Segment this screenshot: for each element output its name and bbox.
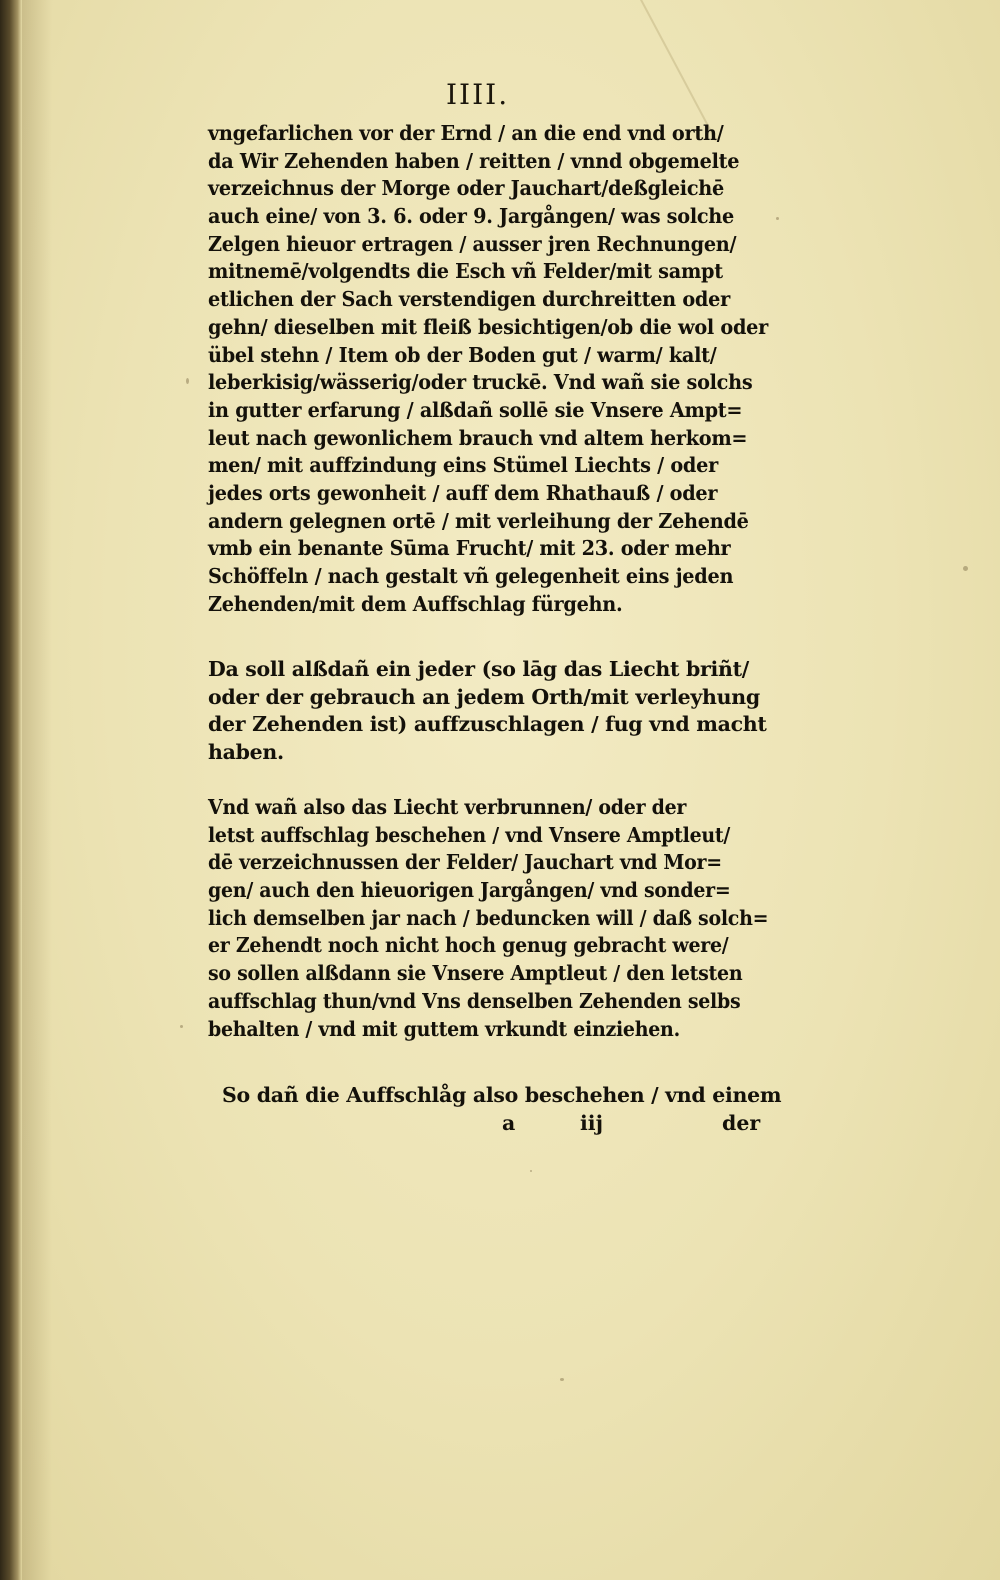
paper-speck bbox=[186, 378, 189, 384]
text-line: men/ mit auffzindung eins Stümel Liechts / oder bbox=[208, 453, 718, 478]
signature-numeral: iij bbox=[580, 1111, 603, 1135]
text-line: Zehenden/mit dem Auffschlag fürgehn. bbox=[208, 591, 623, 616]
paragraph-3 bbox=[208, 794, 813, 1043]
text-line: oder der gebrauch an jedem Orth/mit verleyhung bbox=[208, 684, 760, 709]
text-line: verzeichnus der Morge oder Jauchart/deßgleichē bbox=[208, 176, 725, 201]
text-line: er Zehendt noch nicht hoch genug gebracht were/ bbox=[208, 933, 729, 958]
text-line: lich demselben jar nach / beduncken will / daß solch= bbox=[208, 905, 769, 930]
text-line: Da soll alßdañ ein jeder (so lāg das Liecht briñt/ bbox=[208, 657, 749, 681]
paper-speck bbox=[180, 1025, 183, 1028]
folio-number: IIII. bbox=[446, 78, 510, 111]
binding-shadow bbox=[22, 0, 52, 1580]
paragraph-1 bbox=[208, 120, 804, 618]
text-line: Zelgen hieuor ertragen / ausser jren Rechnungen/ bbox=[208, 231, 737, 256]
paper-speck bbox=[530, 1170, 532, 1172]
text-line: mitnemē/volgendts die Esch vñ Felder/mit sampt bbox=[208, 259, 723, 284]
text-line: leberkisig/wässerig/oder truckē. Vnd wañ sie solchs bbox=[208, 370, 753, 395]
text-line: vmb ein benante Sūma Frucht/ mit 23. oder mehr bbox=[208, 536, 731, 561]
text-line: gehn/ dieselben mit fleiß besichtigen/ob die wol oder bbox=[208, 314, 769, 339]
text-line: so sollen alßdann sie Vnsere Amptleut / den letsten bbox=[208, 961, 743, 986]
text-line: leut nach gewonlichem brauch vnd altem herkom= bbox=[208, 425, 748, 450]
text-line: auffschlag thun/vnd Vns denselben Zehenden selbs bbox=[208, 988, 741, 1013]
text-line: vngefarlichen vor der Ernd / an die end vnd orth/ bbox=[208, 121, 724, 145]
text-line: Schöffeln / nach gestalt vñ gelegenheit eins jeden bbox=[208, 564, 734, 588]
text-line: da Wir Zehenden haben / reitten / vnnd obgemelte bbox=[208, 148, 740, 173]
text-line: gen/ auch den hieuorigen Jargången/ vnd sonder= bbox=[208, 878, 731, 903]
text-line: übel stehn / Item ob der Boden gut / warm/ kalt/ bbox=[208, 342, 717, 367]
text-line: auch eine/ von 3. 6. oder 9. Jargången/ was solche bbox=[208, 204, 735, 229]
text-line: behalten / vnd mit guttem vrkundt einziehen. bbox=[208, 1016, 680, 1041]
paper-speck bbox=[963, 566, 968, 571]
text-line: dē verzeichnussen der Felder/ Jauchart vnd Mor= bbox=[208, 850, 722, 875]
paper-speck bbox=[560, 1378, 564, 1381]
paragraph-2 bbox=[208, 656, 767, 767]
text-line: letst auffschlag beschehen / vnd Vnsere Amptleut/ bbox=[208, 822, 731, 847]
text-line: etlichen der Sach verstendigen durchreitten oder bbox=[208, 287, 730, 312]
paragraph-4 bbox=[222, 1082, 781, 1110]
text-line: andern gelegnen ortē / mit verleihung der Zehendē bbox=[208, 508, 749, 533]
text-line: Vnd wañ also das Liecht verbrunnen/ oder der bbox=[208, 795, 687, 819]
binding-gutter bbox=[0, 0, 22, 1580]
catchword: der bbox=[722, 1111, 761, 1135]
text-line: jedes orts gewonheit / auff dem Rhathauß / oder bbox=[208, 480, 718, 505]
signature-letter: a bbox=[502, 1111, 516, 1135]
text-line: So dañ die Auffschlåg also beschehen / vnd einem bbox=[222, 1083, 782, 1107]
text-line: in gutter erfarung / alßdañ sollē sie Vnsere Ampt= bbox=[208, 397, 743, 422]
text-line: der Zehenden ist) auffzuschlagen / fug vnd macht bbox=[208, 712, 767, 737]
text-line: haben. bbox=[208, 740, 284, 765]
